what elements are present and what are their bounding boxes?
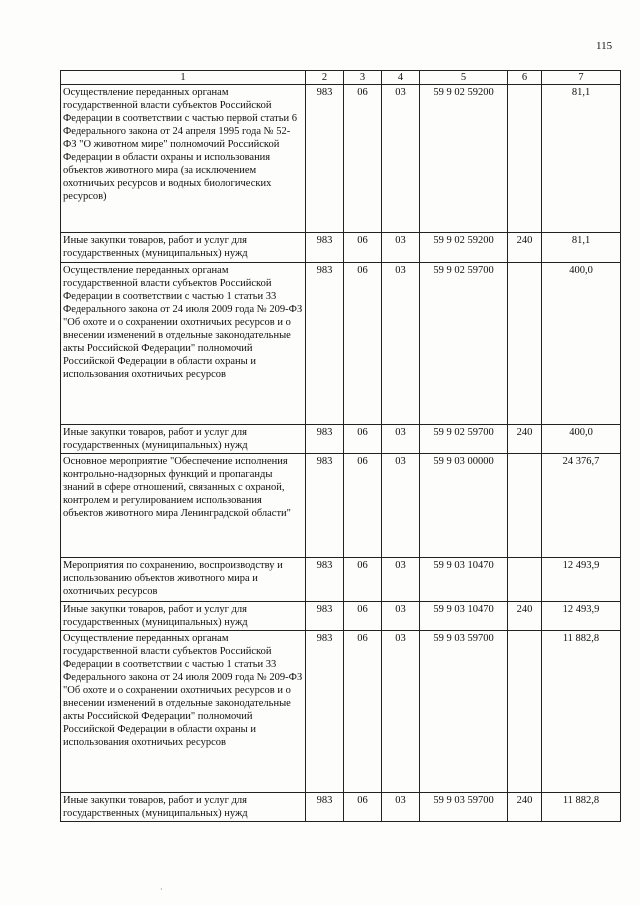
- column-header: 3: [344, 71, 382, 85]
- target-article-cell: 59 9 02 59700: [420, 263, 508, 425]
- table-row: [61, 793, 621, 822]
- section-cell: 06: [344, 602, 382, 631]
- subsection-cell: 03: [382, 85, 420, 233]
- row-name-cell: Осуществление переданных органам государственной власти субъектов Российской Федерации в соответствии с частью 1 статьи 33 Федерального закона от 24 июля 2009 года № 209-ФЗ "Об охоте и о сохранении охотничьих ресурсов и о внесении изменений в отдельные законодательные акты Российской Федерации" полномочий Российской Федерации в области охраны и использования охотничьих ресурсов: [61, 263, 306, 425]
- target-article-cell: 59 9 03 59700: [420, 793, 508, 822]
- subsection-cell: 03: [382, 602, 420, 631]
- row-name-cell: Иные закупки товаров, работ и услуг для государственных (муниципальных) нужд: [61, 793, 306, 822]
- grbs-cell: 983: [306, 793, 344, 822]
- table-row: [61, 233, 621, 263]
- section-cell: 06: [344, 558, 382, 602]
- subsection-cell: 03: [382, 425, 420, 454]
- row-name-cell: Иные закупки товаров, работ и услуг для государственных (муниципальных) нужд: [61, 602, 306, 631]
- grbs-cell: 983: [306, 85, 344, 233]
- table-row: [61, 85, 621, 233]
- target-article-cell: 59 9 02 59700: [420, 425, 508, 454]
- amount-cell: 11 882,8: [542, 793, 621, 822]
- row-name-cell: Осуществление переданных органам государственной власти субъектов Российской Федерации в соответствии с частью первой статьи 6 Федерального закона от 24 апреля 1995 года № 52-ФЗ "О животном мире" полномочий Российской Федерации в области охраны и использования объектов животного мира (за исключением охотничьих ресурсов и водных биологических ресурсов): [61, 85, 306, 233]
- expense-type-cell: [508, 454, 542, 558]
- grbs-cell: 983: [306, 631, 344, 793]
- column-header: 5: [420, 71, 508, 85]
- subsection-cell: 03: [382, 558, 420, 602]
- grbs-cell: 983: [306, 263, 344, 425]
- section-cell: 06: [344, 233, 382, 263]
- row-name-cell: Основное мероприятие "Обеспечение исполнения контрольно-надзорных функций и пропаганды знаний в сфере отношений, связанных с охраной, контролем и регулированием использования объектов животного мира Ленинградской области": [61, 454, 306, 558]
- expense-type-cell: 240: [508, 602, 542, 631]
- target-article-cell: 59 9 03 00000: [420, 454, 508, 558]
- expense-type-cell: [508, 558, 542, 602]
- amount-cell: 81,1: [542, 85, 621, 233]
- section-cell: 06: [344, 425, 382, 454]
- column-header: 7: [542, 71, 621, 85]
- target-article-cell: 59 9 03 59700: [420, 631, 508, 793]
- amount-cell: 12 493,9: [542, 602, 621, 631]
- scan-mark: ·: [160, 885, 163, 894]
- row-name-cell: Иные закупки товаров, работ и услуг для государственных (муниципальных) нужд: [61, 233, 306, 263]
- table-row: [61, 425, 621, 454]
- amount-cell: 400,0: [542, 425, 621, 454]
- column-header: 6: [508, 71, 542, 85]
- table-row: [61, 602, 621, 631]
- row-name-cell: Осуществление переданных органам государственной власти субъектов Российской Федерации в соответствии с частью 1 статьи 33 Федерального закона от 24 июля 2009 года № 209-ФЗ "Об охоте и о сохранении охотничьих ресурсов и о внесении изменений в отдельные законодательные акты Российской Федерации" полномочий Российской Федерации в области охраны и использования охотничьих ресурсов: [61, 631, 306, 793]
- target-article-cell: 59 9 03 10470: [420, 602, 508, 631]
- subsection-cell: 03: [382, 454, 420, 558]
- section-cell: 06: [344, 454, 382, 558]
- amount-cell: 24 376,7: [542, 454, 621, 558]
- table-row: [61, 454, 621, 558]
- table-row: [61, 631, 621, 793]
- amount-cell: 12 493,9: [542, 558, 621, 602]
- header-row: [61, 71, 621, 85]
- section-cell: 06: [344, 85, 382, 233]
- column-header: 1: [61, 71, 306, 85]
- grbs-cell: 983: [306, 454, 344, 558]
- budget-table: [60, 70, 621, 822]
- amount-cell: 400,0: [542, 263, 621, 425]
- expense-type-cell: [508, 631, 542, 793]
- row-name-cell: Иные закупки товаров, работ и услуг для государственных (муниципальных) нужд: [61, 425, 306, 454]
- row-name-cell: Мероприятия по сохранению, воспроизводству и использованию объектов животного мира и охотничьих ресурсов: [61, 558, 306, 602]
- amount-cell: 11 882,8: [542, 631, 621, 793]
- expense-type-cell: 240: [508, 793, 542, 822]
- grbs-cell: 983: [306, 558, 344, 602]
- grbs-cell: 983: [306, 233, 344, 263]
- section-cell: 06: [344, 793, 382, 822]
- subsection-cell: 03: [382, 263, 420, 425]
- amount-cell: 81,1: [542, 233, 621, 263]
- target-article-cell: 59 9 03 10470: [420, 558, 508, 602]
- page-number: 115: [596, 40, 613, 52]
- table-row: [61, 263, 621, 425]
- table-row: [61, 558, 621, 602]
- expense-type-cell: 240: [508, 425, 542, 454]
- section-cell: 06: [344, 631, 382, 793]
- target-article-cell: 59 9 02 59200: [420, 233, 508, 263]
- column-header: 2: [306, 71, 344, 85]
- grbs-cell: 983: [306, 602, 344, 631]
- subsection-cell: 03: [382, 793, 420, 822]
- expense-type-cell: [508, 85, 542, 233]
- expense-type-cell: 240: [508, 233, 542, 263]
- column-header: 4: [382, 71, 420, 85]
- target-article-cell: 59 9 02 59200: [420, 85, 508, 233]
- grbs-cell: 983: [306, 425, 344, 454]
- subsection-cell: 03: [382, 233, 420, 263]
- subsection-cell: 03: [382, 631, 420, 793]
- section-cell: 06: [344, 263, 382, 425]
- expense-type-cell: [508, 263, 542, 425]
